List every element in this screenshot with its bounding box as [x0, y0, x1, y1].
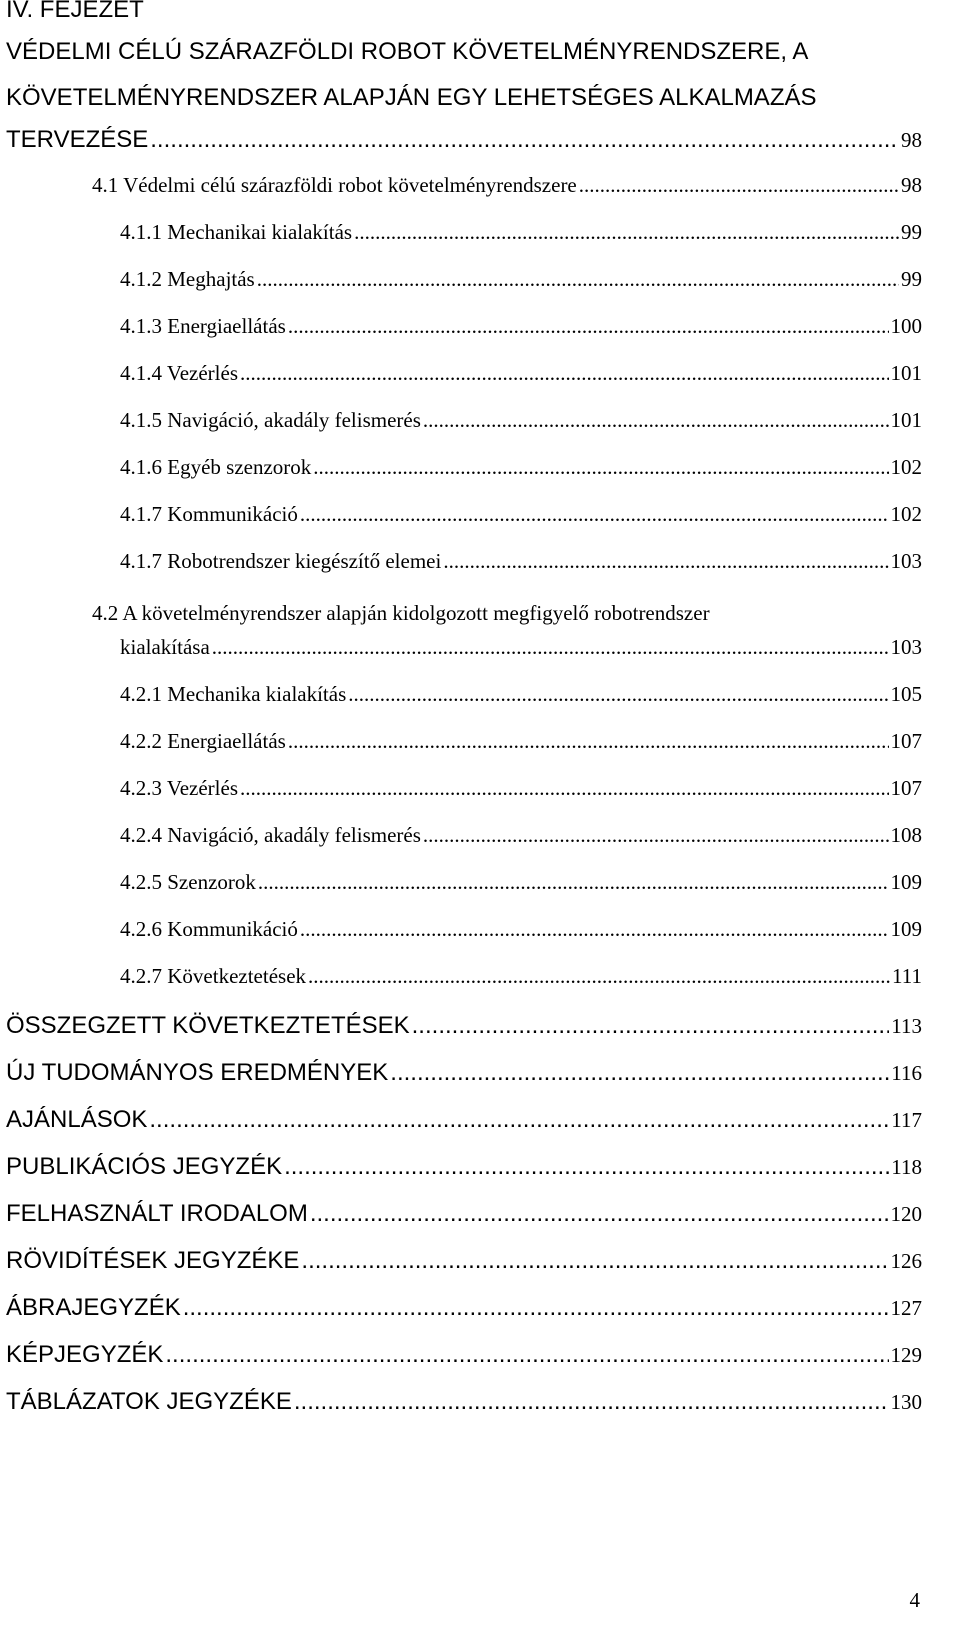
- toc-entry[interactable]: [92, 173, 922, 207]
- toc-entry[interactable]: [120, 408, 922, 442]
- toc-entry-label: FELHASZNÁLT IRODALOM: [6, 1200, 308, 1227]
- toc-entry[interactable]: [120, 917, 922, 951]
- toc-entry-label: 4.2.1 Mechanika kialakítás: [120, 682, 347, 706]
- dot-leader: [240, 776, 889, 801]
- dot-leader: [348, 682, 888, 707]
- toc-entry[interactable]: [120, 964, 922, 998]
- toc-entry-label: 4.1 Védelmi célú szárazföldi robot követelményrendszere: [92, 173, 577, 197]
- toc-entry-page: 102: [890, 455, 922, 479]
- toc-entry[interactable]: [6, 1294, 922, 1328]
- toc-entry-label: PUBLIKÁCIÓS JEGYZÉK: [6, 1153, 283, 1180]
- toc-entry-page: 117: [891, 1108, 922, 1132]
- toc-entry-page: 98: [901, 128, 922, 152]
- toc-entry[interactable]: [120, 682, 922, 716]
- dot-leader: [288, 314, 889, 339]
- toc-entry-page: 102: [890, 502, 922, 526]
- toc-entry-label: KÉPJEGYZÉK: [6, 1341, 164, 1368]
- dot-leader: [294, 1388, 889, 1416]
- toc-entry-label: 4.1.7 Robotrendszer kiegészítő elemei: [120, 549, 442, 573]
- toc-entry[interactable]: [6, 1200, 922, 1234]
- toc-entry-label: 4.1.6 Egyéb szenzorok: [120, 455, 312, 479]
- dot-leader: [288, 729, 889, 754]
- dot-leader: [257, 267, 899, 292]
- dot-leader: [390, 1059, 889, 1087]
- toc-entry[interactable]: [120, 729, 922, 763]
- toc-entry-page: 116: [891, 1061, 922, 1085]
- dot-leader: [579, 173, 899, 198]
- toc-entry[interactable]: [120, 267, 922, 301]
- toc-entry-page: 101: [890, 361, 922, 385]
- dot-leader: [150, 126, 899, 154]
- dot-leader: [423, 408, 889, 433]
- toc-entry-page: 107: [890, 776, 922, 800]
- dot-leader: [412, 1012, 890, 1040]
- dot-leader: [301, 1247, 888, 1275]
- dot-leader: [258, 870, 889, 895]
- toc-entry-label: TÁBLÁZATOK JEGYZÉKE: [6, 1388, 292, 1415]
- toc-entry-chapter-4[interactable]: [6, 126, 922, 160]
- toc-entry-page: 100: [890, 314, 922, 338]
- toc-entry[interactable]: [6, 1388, 922, 1422]
- dot-leader: [183, 1294, 889, 1322]
- toc-entry[interactable]: [120, 549, 922, 583]
- toc-entry[interactable]: [120, 502, 922, 536]
- toc-entry-label: kialakítása: [120, 635, 210, 659]
- dot-leader: [443, 549, 888, 574]
- toc-entry-label: 4.2.6 Kommunikáció: [120, 917, 298, 941]
- toc-entry[interactable]: [120, 361, 922, 395]
- toc-entry-label: 4.2.4 Navigáció, akadály felismerés: [120, 823, 421, 847]
- toc-entry[interactable]: [120, 776, 922, 810]
- toc-entry-page: 127: [890, 1296, 922, 1320]
- toc-entry-label: 4.1.2 Meghajtás: [120, 267, 255, 291]
- page-number: 4: [909, 1588, 920, 1612]
- toc-entry[interactable]: [6, 1153, 922, 1187]
- dot-leader: [284, 1153, 889, 1181]
- dot-leader: [212, 635, 889, 660]
- toc-entry-page: 113: [891, 1014, 922, 1038]
- toc-entry[interactable]: [120, 870, 922, 904]
- toc-entry-page: 101: [890, 408, 922, 432]
- dot-leader: [308, 964, 890, 989]
- toc-entry-label: TERVEZÉSE: [6, 126, 149, 153]
- toc-entry[interactable]: [120, 455, 922, 489]
- toc-entry-label: ÁBRAJEGYZÉK: [6, 1294, 181, 1321]
- toc-entry-page: 129: [890, 1343, 922, 1367]
- toc-entry-page: 109: [890, 870, 922, 894]
- dot-leader: [149, 1106, 889, 1134]
- toc-entry-label: RÖVIDÍTÉSEK JEGYZÉKE: [6, 1247, 300, 1274]
- dot-leader: [423, 823, 889, 848]
- dot-leader: [310, 1200, 889, 1228]
- toc-entry-page: 126: [890, 1249, 922, 1273]
- toc-entry-page: 107: [890, 729, 922, 753]
- toc-entry-label: ÖSSZEGZETT KÖVETKEZTETÉSEK: [6, 1012, 410, 1039]
- dot-leader: [240, 361, 889, 386]
- toc-entry-label: 4.2.2 Energiaellátás: [120, 729, 286, 753]
- toc-entry[interactable]: [120, 314, 922, 348]
- toc-entry-page: 130: [890, 1390, 922, 1414]
- toc-entry-label: 4.1.4 Vezérlés: [120, 361, 238, 385]
- toc-entry[interactable]: [120, 823, 922, 857]
- toc-entry-label: 4.2.5 Szenzorok: [120, 870, 256, 894]
- toc-entry-label: 4.2.7 Következtetések: [120, 964, 307, 988]
- toc-entry-page: 111: [892, 964, 922, 988]
- toc-entry-page: 105: [890, 682, 922, 706]
- dot-leader: [300, 502, 889, 527]
- toc-entry-page: 120: [890, 1202, 922, 1226]
- chapter-title-line2: KÖVETELMÉNYRENDSZER ALAPJÁN EGY LEHETSÉGES ALKALMAZÁS: [6, 84, 817, 111]
- dot-leader: [313, 455, 888, 480]
- toc-entry-page: 98: [901, 173, 922, 197]
- toc-entry-page: 108: [890, 823, 922, 847]
- toc-entry[interactable]: [6, 1341, 922, 1375]
- toc-entry-page: 103: [890, 635, 922, 659]
- toc-entry-page: 99: [901, 267, 922, 291]
- toc-entry-label: 4.2.3 Vezérlés: [120, 776, 238, 800]
- toc-entry[interactable]: [6, 1106, 922, 1140]
- toc-entry-label: AJÁNLÁSOK: [6, 1106, 148, 1133]
- toc-entry-page: 103: [890, 549, 922, 573]
- toc-entry[interactable]: [6, 1012, 922, 1046]
- toc-entry[interactable]: [120, 220, 922, 254]
- toc-entry-label[interactable]: 4.2 A követelményrendszer alapján kidolgozott megfigyelő robotrendszer: [92, 601, 710, 625]
- toc-entry-page: 109: [890, 917, 922, 941]
- toc-entry[interactable]: [6, 1247, 922, 1281]
- toc-entry-label: 4.1.3 Energiaellátás: [120, 314, 286, 338]
- toc-entry-label: ÚJ TUDOMÁNYOS EREDMÉNYEK: [6, 1059, 389, 1086]
- chapter-heading: IV. FEJEZET: [6, 0, 144, 23]
- toc-entry-page: 118: [891, 1155, 922, 1179]
- dot-leader: [165, 1341, 888, 1369]
- chapter-title-line1: VÉDELMI CÉLÚ SZÁRAZFÖLDI ROBOT KÖVETELMÉNYRENDSZERE, A: [6, 38, 809, 65]
- toc-entry[interactable]: [6, 1059, 922, 1093]
- toc-entry-page: 99: [901, 220, 922, 244]
- dot-leader: [354, 220, 899, 245]
- dot-leader: [300, 917, 889, 942]
- toc-entry-label: 4.1.1 Mechanikai kialakítás: [120, 220, 353, 244]
- toc-entry-label: 4.1.7 Kommunikáció: [120, 502, 298, 526]
- toc-entry[interactable]: [120, 635, 922, 669]
- toc-entry-label: 4.1.5 Navigáció, akadály felismerés: [120, 408, 421, 432]
